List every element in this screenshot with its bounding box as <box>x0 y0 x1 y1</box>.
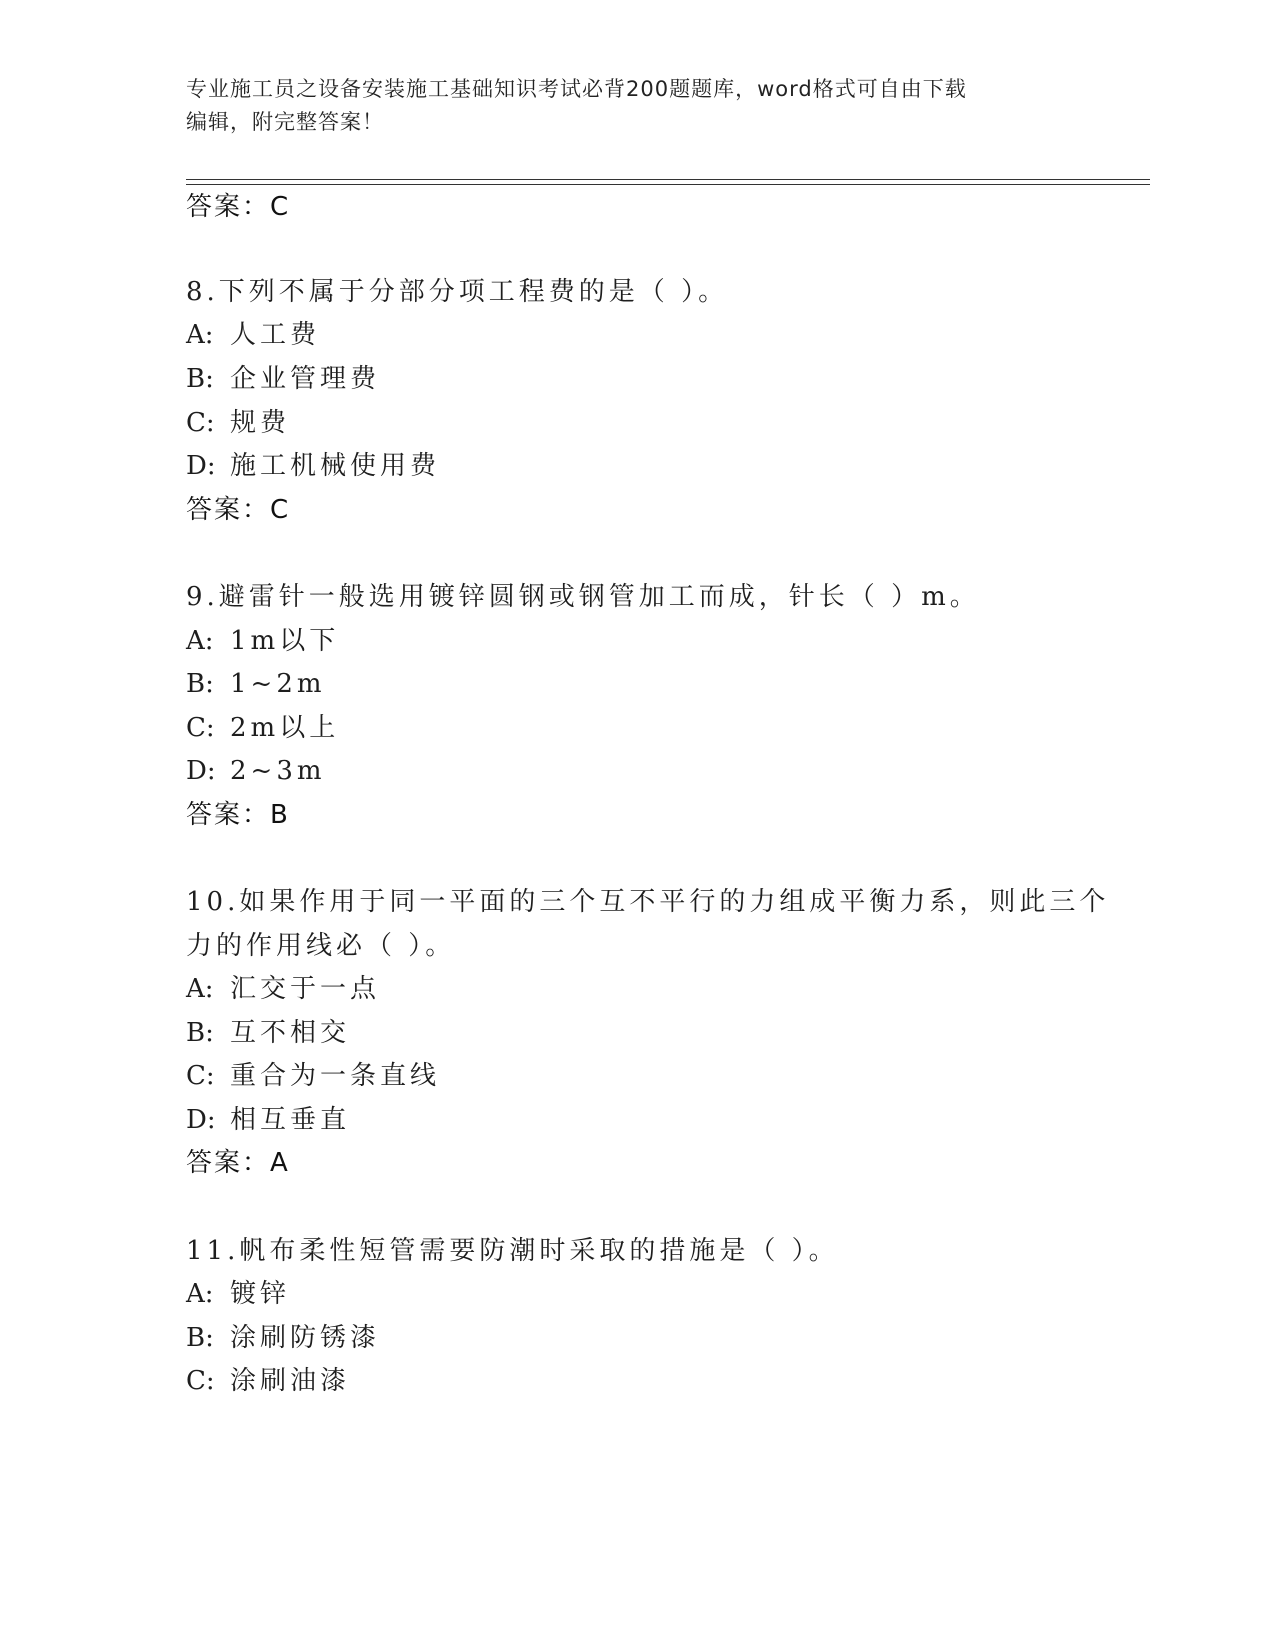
header-divider-top <box>186 179 1150 180</box>
question-11-option-a <box>186 1277 290 1311</box>
question-8-answer: 答案：C <box>186 495 291 525</box>
document-header <box>186 73 1066 139</box>
question-8-option-a <box>186 318 320 352</box>
question-8-option-d <box>186 449 440 483</box>
option-label: C: <box>186 1366 215 1396</box>
option-label: A: <box>186 626 214 656</box>
question-11-stem: 11.帆布柔性短管需要防潮时采取的措施是（ ）。 <box>186 1236 839 1266</box>
option-label: A: <box>186 1279 214 1309</box>
option-text: 人工费 <box>230 320 321 350</box>
question-10-option-c <box>186 1059 440 1093</box>
option-label: D: <box>186 451 216 481</box>
option-label: C: <box>186 1061 215 1091</box>
option-label: D: <box>186 1105 216 1135</box>
option-text: 施工机械使用费 <box>230 451 441 481</box>
option-text: 互不相交 <box>230 1018 351 1048</box>
option-label: B: <box>186 1323 214 1353</box>
question-10-option-a <box>186 972 380 1006</box>
question-11-option-b <box>186 1321 380 1355</box>
option-text: 2~3m <box>230 756 326 786</box>
option-label: B: <box>186 1018 214 1048</box>
question-9-answer: 答案：B <box>186 800 290 830</box>
question-10-stem-line-1: 10.如果作用于同一平面的三个互不平行的力组成平衡力系，则此三个 <box>186 887 1110 917</box>
question-8-stem: 8.下列不属于分部分项工程费的是（ ）。 <box>186 277 729 307</box>
header-divider-bottom <box>186 184 1150 185</box>
option-label: B: <box>186 364 214 394</box>
option-text: 相互垂直 <box>230 1105 351 1135</box>
option-text: 2m以上 <box>230 713 340 743</box>
question-9-option-a <box>186 624 339 658</box>
question-8-option-b <box>186 362 380 396</box>
question-10-stem-line-2: 力的作用线必（ ）。 <box>186 931 456 961</box>
question-10-answer: 答案：A <box>186 1148 290 1178</box>
option-text: 1m以下 <box>230 626 340 656</box>
question-9-stem: 9.避雷针一般选用镀锌圆钢或钢管加工而成，针长（ ）m。 <box>186 582 980 612</box>
question-8-option-c <box>186 406 290 440</box>
option-text: 1~2m <box>230 669 326 699</box>
option-label: C: <box>186 408 215 438</box>
option-text: 企业管理费 <box>230 364 381 394</box>
option-label: B: <box>186 669 214 699</box>
question-11-option-c <box>186 1364 350 1398</box>
option-label: C: <box>186 713 215 743</box>
option-label: A: <box>186 974 214 1004</box>
question-10-option-d <box>186 1103 350 1137</box>
option-label: A: <box>186 320 214 350</box>
question-9-option-c <box>186 711 339 745</box>
header-title-line-2: 编辑，附完整答案！ <box>186 110 384 134</box>
option-text: 镀锌 <box>230 1279 291 1309</box>
header-title-line-1: 专业施工员之设备安装施工基础知识考试必背200题题库，word格式可自由下载 <box>186 77 967 101</box>
question-10-option-b <box>186 1016 350 1050</box>
option-text: 规费 <box>230 408 291 438</box>
option-label: D: <box>186 756 216 786</box>
option-text: 涂刷防锈漆 <box>230 1323 381 1353</box>
question-9-option-b <box>186 667 326 701</box>
option-text: 涂刷油漆 <box>230 1366 351 1396</box>
option-text: 汇交于一点 <box>230 974 381 1004</box>
previous-answer: 答案：C <box>186 192 291 222</box>
option-text: 重合为一条直线 <box>230 1061 441 1091</box>
question-9-option-d <box>186 754 326 788</box>
